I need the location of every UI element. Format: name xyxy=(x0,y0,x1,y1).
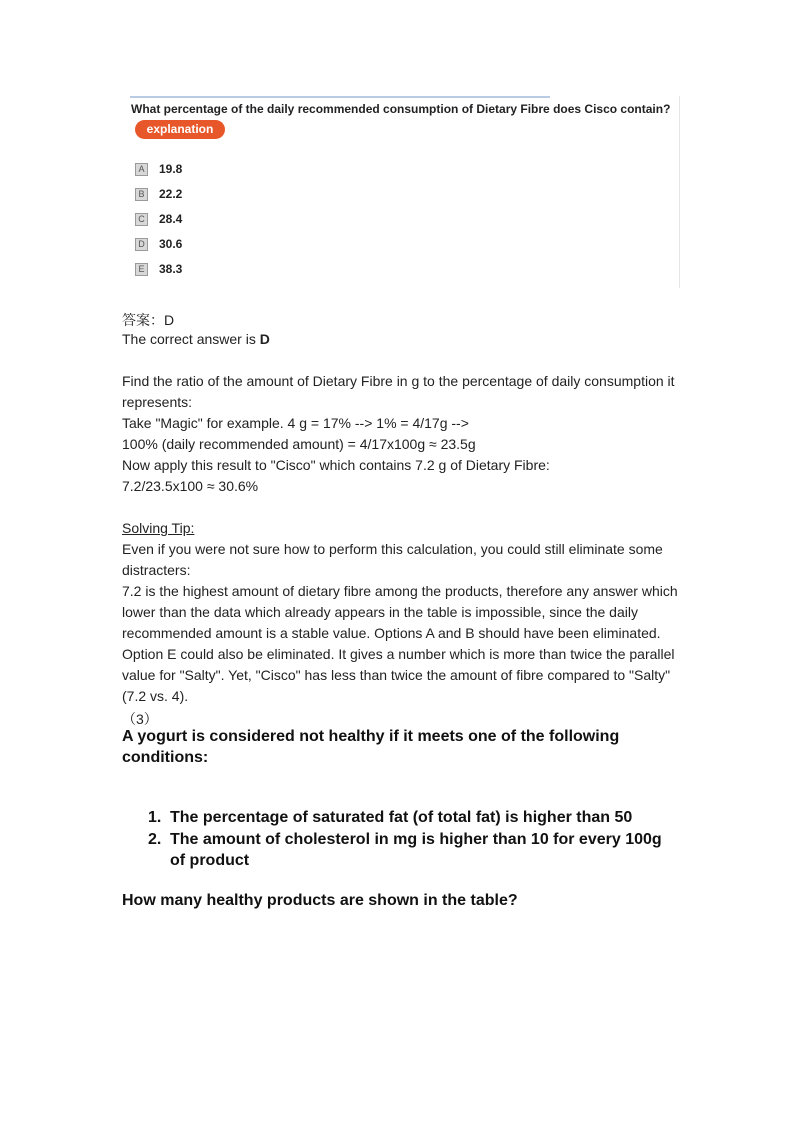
heading-line: A yogurt is considered not healthy if it meets one of the following xyxy=(122,728,620,745)
explanation-line: Find the ratio of the amount of Dietary Fibre in g to the percentage of daily consumption it xyxy=(122,373,675,389)
explanation-line: Now apply this result to "Cisco" which contains 7.2 g of Dietary Fibre: xyxy=(122,457,550,473)
option-value-b: 22.2 xyxy=(159,187,183,201)
heading-line: conditions: xyxy=(122,749,209,766)
tip-line: recommended amount is a stable value. Options A and B should have been eliminated. xyxy=(122,625,661,641)
option-letter-a: A xyxy=(135,163,148,176)
option-value-a: 19.8 xyxy=(159,162,183,176)
explanation-line: Take "Magic" for example. 4 g = 17% --> 1% = 4/17g --> xyxy=(122,415,469,431)
explanation-line: 7.2/23.5x100 ≈ 30.6% xyxy=(122,478,259,494)
option-d[interactable] xyxy=(135,237,182,251)
final-question: How many healthy products are shown in the table? xyxy=(122,892,518,909)
question-card xyxy=(130,96,680,288)
explanation-button[interactable]: explanation xyxy=(135,120,225,139)
correct-answer-prefix: The correct answer is xyxy=(122,331,260,347)
question-text: What percentage of the daily recommended consumption of Dietary Fibre does Cisco contain? xyxy=(131,102,671,116)
option-value-e: 38.3 xyxy=(159,262,183,276)
option-letter-e: E xyxy=(135,263,148,276)
card-top-border xyxy=(130,96,550,98)
option-a[interactable] xyxy=(135,162,182,176)
tip-line: value for "Salty". Yet, "Cisco" has less than twice the amount of fibre compared to "Salty" xyxy=(122,667,671,683)
option-letter-b: B xyxy=(135,188,148,201)
answer-cn-label: 答案：D xyxy=(122,312,175,328)
tip-line: distracters: xyxy=(122,562,191,578)
explanation-line: represents: xyxy=(122,394,193,410)
tip-line: Even if you were not sure how to perform this calculation, you could still eliminate some xyxy=(122,541,663,557)
option-e[interactable] xyxy=(135,262,182,276)
correct-answer-letter: D xyxy=(259,331,270,347)
option-value-c: 28.4 xyxy=(159,212,183,226)
condition-text: The amount of cholesterol in mg is higher than 10 for every 100g xyxy=(170,831,662,848)
option-letter-c: C xyxy=(135,213,148,226)
option-c[interactable] xyxy=(135,212,182,226)
tip-line: Option E could also be eliminated. It gives a number which is more than twice the parallel xyxy=(122,646,675,662)
condition-text: The percentage of saturated fat (of total fat) is higher than 50 xyxy=(170,809,633,826)
explanation-line: 100% (daily recommended amount) = 4/17x100g ≈ 23.5g xyxy=(122,436,476,452)
condition-text-continued: of product xyxy=(170,852,250,869)
tip-title: Solving Tip: xyxy=(122,520,195,536)
tip-line: lower than the data which already appears in the table is impossible, since the daily xyxy=(122,604,638,620)
option-value-d: 30.6 xyxy=(159,237,183,251)
option-letter-d: D xyxy=(135,238,148,251)
tip-line: (7.2 vs. 4). xyxy=(122,688,189,704)
option-b[interactable] xyxy=(135,187,182,201)
condition-number: 1. xyxy=(148,809,162,826)
question-number: （3） xyxy=(122,711,158,727)
correct-answer-line xyxy=(122,331,270,347)
tip-line: 7.2 is the highest amount of dietary fibre among the products, therefore any answer which xyxy=(122,583,678,599)
condition-number: 2. xyxy=(148,831,162,848)
